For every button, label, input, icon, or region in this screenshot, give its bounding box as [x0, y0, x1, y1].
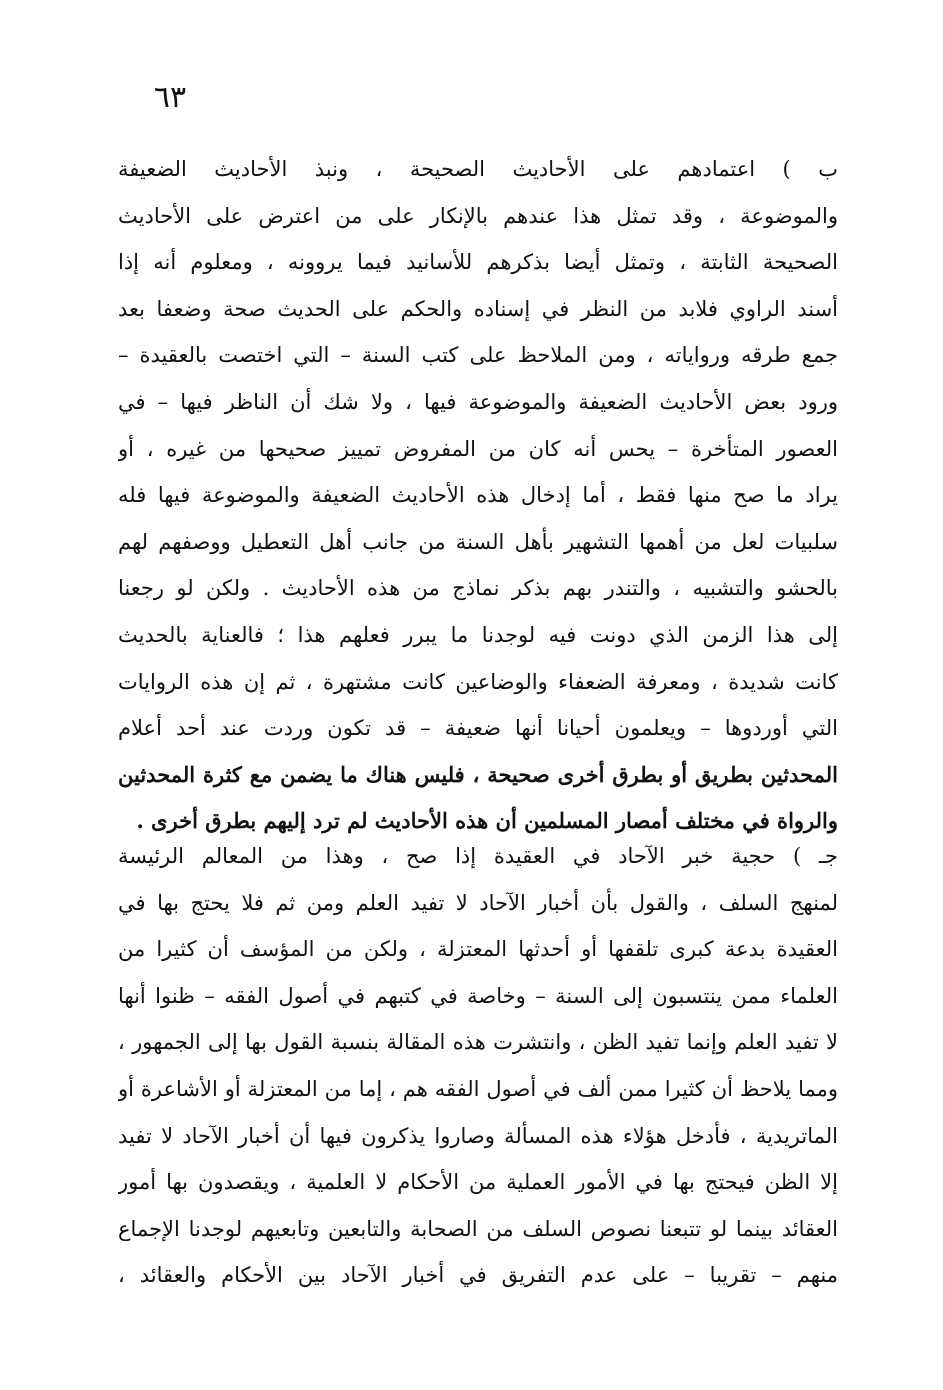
- text-line: إلى هذا الزمن الذي دونت فيه لوجدنا ما يبرر فعلهم هذا ؛ فالعناية بالحديث: [118, 622, 838, 647]
- text-line: الماتريدية ، فأدخل هؤلاء هذه المسألة وصاروا يذكرون فيها أن أخبار الآحاد لا تفيد: [118, 1123, 838, 1148]
- text-line: العقائد بينما لو تتبعنا نصوص السلف من الصحابة والتابعين وتابعيهم لوجدنا الإجماع: [118, 1216, 838, 1241]
- text-line: سلبيات لعل من أهمها التشهير بأهل السنة من جانب أهل التعطيل ووصفهم لهم: [118, 529, 838, 554]
- paragraph-b: [118, 146, 838, 845]
- text-line: كانت شديدة ، ومعرفة الضعفاء والوضاعين كانت مشتهرة ، ثم إن هذه الروايات: [118, 669, 838, 694]
- text-line: جـ ) حجية خبر الآحاد في العقيدة إذا صح ، وهذا من المعالم الرئيسة: [118, 844, 838, 868]
- text-line: ومما يلاحظ أن كثيرا ممن ألف في أصول الفقه هم ، إما من المعتزلة أو الأشاعرة أو: [118, 1076, 838, 1101]
- text-line: التي أوردوها – ويعلمون أحيانا أنها ضعيفة – قد تكون وردت عند أحد أعلام: [118, 716, 838, 741]
- text-line: بالحشو والتشبيه ، والتندر بهم بذكر نماذج من هذه الأحاديث . ولكن لو رجعنا: [118, 576, 838, 601]
- text-line: المحدثين بطريق أو بطرق أخرى صحيحة ، فليس هناك ما يضمن مع كثرة المحدثين: [118, 761, 838, 787]
- text-line: لا تفيد العلم وإنما تفيد الظن ، وانتشرت هذه المقالة بنسبة القول بها إلى الجمهور ،: [118, 1030, 838, 1055]
- text-line: ورود بعض الأحاديث الضعيفة والموضوعة فيها ، ولا شك أن الناظر فيها – في: [118, 389, 838, 414]
- text-line: العصور المتأخرة – يحس أنه كان من المفروض تمييز صحيحها من غيره ، أو: [118, 436, 838, 461]
- text-line: يراد ما صح منها فقط ، أما إدخال هذه الأحاديث الضعيفة والموضوعة فيها فله: [118, 483, 838, 508]
- text-line: أسند الراوي فلابد من النظر في إسناده والحكم على الحديث صحة وضعفا بعد: [118, 296, 838, 321]
- text-line: العقيدة بدعة كبرى تلقفها أو أحدثها المعتزلة ، ولكن من المؤسف أن كثيرا من: [118, 937, 838, 962]
- text-line: لمنهج السلف ، والقول بأن أخبار الآحاد لا تفيد العلم ومن ثم فلا يحتج بها في: [118, 890, 838, 915]
- text-line: جمع طرقه ورواياته ، ومن الملاحظ على كتب السنة – التي اختصت بالعقيدة –: [118, 343, 838, 368]
- text-line: الصحيحة الثابتة ، وتمثل أيضا بذكرهم للأسانيد فيما يروونه ، ومعلوم أنه إذا: [118, 250, 838, 275]
- text-line: والرواة في مختلف أمصار المسلمين أن هذه الأحاديث لم ترد إليهم بطرق أخرى .: [136, 808, 838, 834]
- text-line: إلا الظن فيحتج بها في الأمور العملية من الأحكام لا العلمية ، ويقصدون بها أمور: [118, 1170, 838, 1195]
- text-line: العلماء ممن ينتسبون إلى السنة – وخاصة في كتبهم في أصول الفقه – ظنوا أنها: [118, 983, 838, 1008]
- text-line: منهم – تقريبا – على عدم التفريق في أخبار الآحاد بين الأحكام والعقائد ،: [118, 1263, 838, 1288]
- page-number: ٦٣: [153, 80, 187, 115]
- paragraph-c: [118, 833, 838, 1299]
- text-line: والموضوعة ، وقد تمثل هذا عندهم بالإنكار على من اعترض على الأحاديث: [118, 203, 838, 228]
- text-line: ب ) اعتمادهم على الأحاديث الصحيحة ، ونبذ الأحاديث الضعيفة: [118, 157, 838, 181]
